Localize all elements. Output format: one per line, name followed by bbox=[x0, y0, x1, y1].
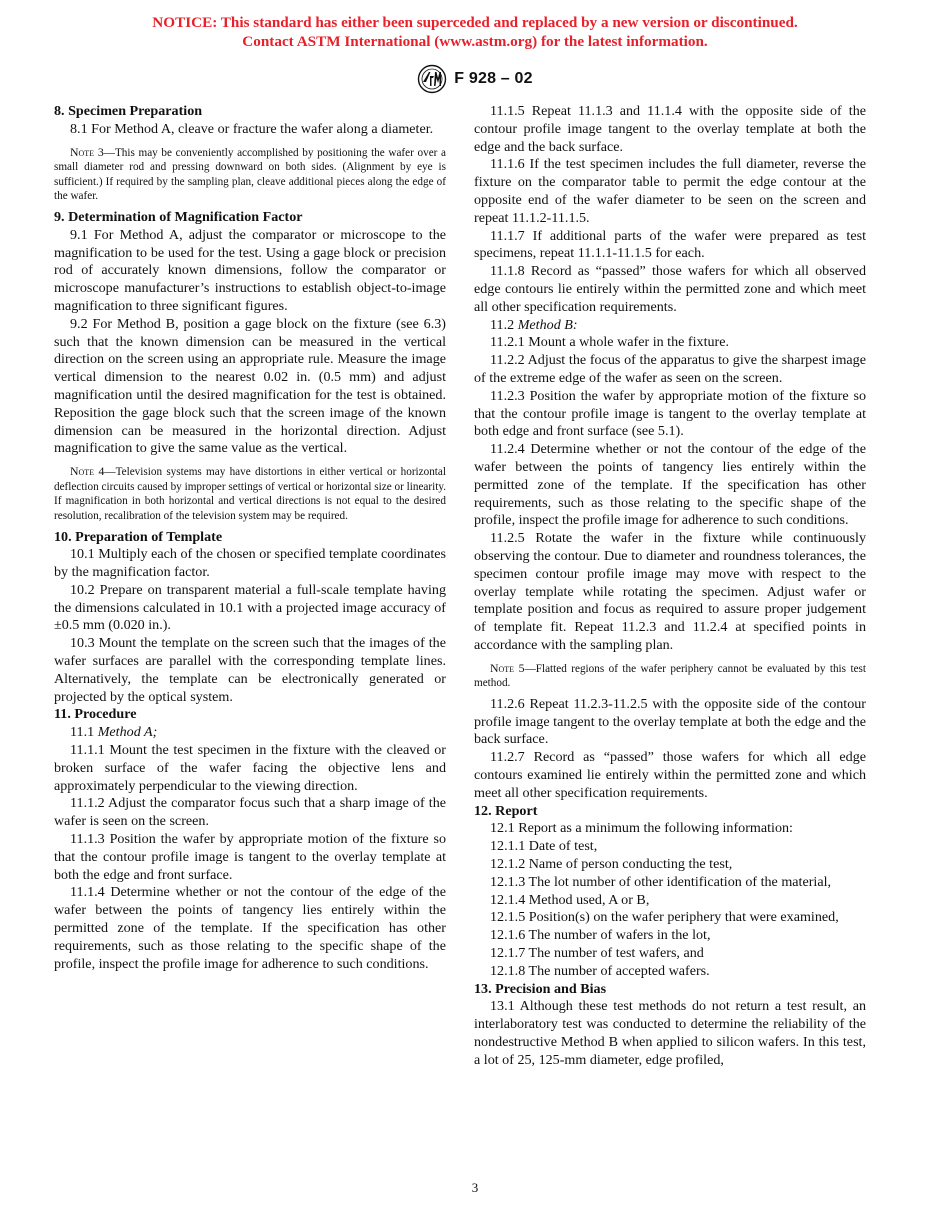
paragraph-11-1-8: 11.1.8 Record as “passed” those wafers for which all observed edge contours lie entirely within the permitted zone and which meet all other specification requirements. bbox=[474, 263, 866, 315]
astm-logo-icon bbox=[417, 64, 447, 94]
paragraph-11-2-2: 11.2.2 Adjust the focus of the apparatus to give the sharpest image of the extreme edge of the wafer as seen on the screen. bbox=[474, 352, 866, 386]
right-column bbox=[474, 103, 866, 1070]
section-12-title: 12. Report bbox=[474, 802, 538, 819]
section-10-title: 10. Preparation of Template bbox=[54, 528, 223, 545]
paragraph-8-1: 8.1 For Method A, cleave or fracture the wafer along a diameter. bbox=[70, 120, 434, 137]
paragraph-12-1-6: 12.1.6 The number of wafers in the lot, bbox=[490, 927, 711, 944]
paragraph-11-2-number: 11.2 bbox=[490, 316, 515, 333]
note-3-text: —This may be conveniently accomplished by positioning the wafer over a small diameter rod and pressing downward on both sides. (Alignment by eye is sufficient.) If required by the sampling plan, cleave additional pieces along the edge of the wafer. bbox=[54, 146, 447, 203]
paragraph-11-2-6: 11.2.6 Repeat 11.2.3-11.2.5 with the opposite side of the contour profile image tangent to the overlay template at both the edge and the back surface. bbox=[474, 695, 866, 748]
paragraph-10-1: 10.1 Multiply each of the chosen or specified template coordinates by the magnification factor. bbox=[54, 546, 446, 581]
paragraph-12-1-7: 12.1.7 The number of test wafers, and bbox=[490, 945, 704, 962]
notice-line-2: Contact ASTM International (www.astm.org) for the latest information. bbox=[242, 33, 708, 50]
paragraph-11-1-5: 11.1.5 Repeat 11.1.3 and 11.1.4 with the opposite side of the contour profile image tangent to the overlay template at both the edge and the back surface. bbox=[474, 103, 866, 155]
paragraph-13-1: 13.1 Although these test methods do not return a test result, an interlaboratory test was conducted to determine the reliability of the nondestructive Method B when applied to silicon wafers. In this test, a lot of 25, 125-mm diameter, edge profiled, bbox=[474, 998, 866, 1068]
left-column bbox=[54, 103, 446, 973]
section-11-title: 11. Procedure bbox=[54, 706, 137, 723]
paragraph-11-1-method: Method A; bbox=[97, 724, 158, 741]
section-13-title: 13. Precision and Bias bbox=[474, 980, 607, 997]
notice-line-1: NOTICE: This standard has either been superceded and replaced by a new version or discontinued. bbox=[152, 14, 798, 31]
paragraph-11-2 bbox=[474, 317, 866, 335]
note-3 bbox=[54, 145, 446, 204]
note-5-text: —Flatted regions of the wafer periphery cannot be evaluated by this test method. bbox=[474, 662, 866, 690]
paragraph-12-1-2: 12.1.2 Name of person conducting the test, bbox=[490, 856, 733, 873]
section-9-title: 9. Determination of Magnification Factor bbox=[54, 208, 303, 225]
designation: F 928 – 02 bbox=[454, 70, 533, 87]
paragraph-11-1-7: 11.1.7 If additional parts of the wafer were prepared as test specimens, repeat 11.1.1-11.1.5 for each. bbox=[474, 227, 866, 262]
paragraph-12-1: 12.1 Report as a minimum the following information: bbox=[490, 820, 793, 837]
note-3-label: Note 3 bbox=[70, 144, 104, 159]
paragraph-9-2: 9.2 For Method B, position a gage block on the fixture (see 6.3) such that the known dimension can be measured in the vertical direction on the screen using an appropriate rule. Measure the image vertical dimension to the nearest 0.02 in. (0.5 mm) and adjust magnification until the desired magnification for the test is obtained. Reposition the gage block such that the screen image of the known dimension can be measured in the horizontal direction. Adjust magnification to give the same value as the vertical. bbox=[54, 315, 446, 457]
note-4-text: —Television systems may have distortions in either vertical or horizontal deflection circuits caused by improper settings of vertical or horizontal size or linearity. If magnification in both horizontal and vertical directions is not equal to the desired resolution, recalibration of the television system may be required. bbox=[54, 466, 446, 522]
page-number: 3 bbox=[471, 1180, 479, 1195]
section-8-title: 8. Specimen Preparation bbox=[54, 103, 203, 119]
notice-banner bbox=[0, 13, 950, 51]
paragraph-11-1-number: 11.1 bbox=[70, 724, 95, 741]
document-header bbox=[0, 64, 950, 94]
paragraph-12-1-4: 12.1.4 Method used, A or B, bbox=[490, 891, 650, 908]
note-5 bbox=[474, 661, 866, 691]
note-5-label: Note 5 bbox=[490, 660, 525, 675]
paragraph-11-1-3: 11.1.3 Position the wafer by appropriate motion of the fixture so that the contour profile image is tangent to the overlay template at both the edge and front surface. bbox=[54, 831, 446, 883]
paragraph-12-1-3: 12.1.3 The lot number of other identification of the material, bbox=[490, 873, 832, 890]
paragraph-11-2-3: 11.2.3 Position the wafer by appropriate motion of the fixture so that the contour profile image is tangent to the overlay template at both edge and front surface (see 5.1). bbox=[474, 387, 866, 440]
paragraph-10-3: 10.3 Mount the template on the screen such that the images of the wafer surfaces are parallel with the corresponding template lines. Alternatively, the template can be electronically generated or projected by the optical system. bbox=[54, 635, 446, 705]
paragraph-11-1-1: 11.1.1 Mount the test specimen in the fixture with the cleaved or broken surface of the wafer facing the objective lens and approximately perpendicular to the viewing direction. bbox=[54, 742, 446, 794]
paragraph-11-2-7: 11.2.7 Record as “passed” those wafers for which all edge contours examined lie entirely within the permitted zone and which meet all other specification requirements. bbox=[474, 749, 866, 801]
note-4-label: Note 4 bbox=[70, 464, 105, 479]
paragraph-11-2-4: 11.2.4 Determine whether or not the contour of the edge of the wafer between the points of tangency lies entirely within the permitted zone of the template. If the specification has other requirements, such as those relating to the specific shape of the profile, inspect the profile image for adherence to such conditions. bbox=[474, 441, 866, 529]
paragraph-11-1-4: 11.1.4 Determine whether or not the contour of the edge of the wafer between the points of tangency lies entirely within the permitted zone of the template. If the specification has other requirements, such as those relating to the specific shape of the profile, inspect the profile image for adherence to such conditions. bbox=[54, 884, 446, 972]
paragraph-11-2-1: 11.2.1 Mount a whole wafer in the fixture. bbox=[490, 334, 730, 351]
paragraph-12-1-5: 12.1.5 Position(s) on the wafer periphery that were examined, bbox=[490, 909, 839, 926]
paragraph-11-2-method: Method B: bbox=[517, 316, 578, 333]
paragraph-11-2-5: 11.2.5 Rotate the wafer in the fixture while continuously observing the contour. Due to diameter and roundness tolerances, the specimen contour profile image may move with respect to the overlay template while rotating the specimen. Adjust wafer or template position and focus as required to assure proper judgement of template fit. Repeat 11.2.3 and 11.2.4 at specified points in accordance with the sampling plan. bbox=[474, 530, 866, 653]
paragraph-9-1: 9.1 For Method A, adjust the comparator or microscope to the magnification to be used for the test. Using a gage block or precision rod of accurately known dimensions, follow the comparator or microscope manufacturer’s instructions to establish object-to-image magnification to three significant figures. bbox=[54, 226, 446, 314]
paragraph-12-1-1: 12.1.1 Date of test, bbox=[490, 838, 598, 855]
paragraph-12-1-8: 12.1.8 The number of accepted wafers. bbox=[490, 962, 710, 979]
paragraph-11-1 bbox=[54, 724, 446, 742]
paragraph-11-1-6: 11.1.6 If the test specimen includes the full diameter, reverse the fixture on the comparator table to permit the edge contour at the opposite end of the wafer diameter to be seen on the screen and repeat 11.1.2-11.1.5. bbox=[474, 156, 866, 226]
paragraph-10-2: 10.2 Prepare on transparent material a full-scale template having the dimensions calculated in 10.1 with a projected image accuracy of ±0.5 mm (0.020 in.). bbox=[54, 581, 446, 634]
paragraph-11-1-2: 11.1.2 Adjust the comparator focus such that a sharp image of the wafer is seen on the screen. bbox=[54, 795, 446, 830]
note-4 bbox=[54, 464, 446, 523]
